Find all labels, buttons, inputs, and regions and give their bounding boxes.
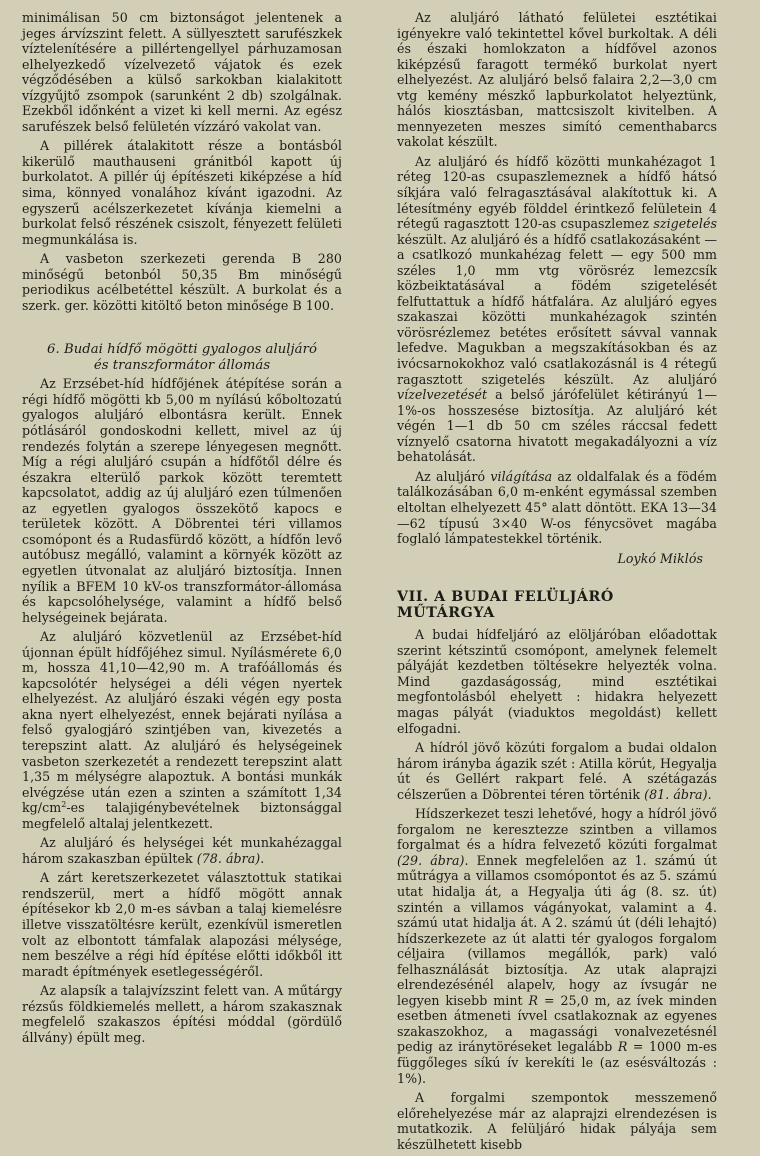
math-variable: R	[617, 1039, 628, 1055]
author-signature: Loykó Miklós	[617, 550, 703, 566]
paragraph: minimálisan 50 cm biztonságot jelentenek a jeges árvízszint felett. A süllyesztett sarufészkek víztelenítésére a pillértengellyel párhuzamosan elhelyezkedő vízelvezető vájatok és ezek végződésében a külső sarkokban kialakitott vízgyűjtő zsompok (sarunként 2 db) szolgálnak. Ezekből időnként a vizet ki kell merni. Az egész sarufészek belső felületén vízzáró vakolat van.	[22, 10, 342, 134]
figure-reference: (29. ábra)	[397, 852, 465, 868]
text: Az aluljáró és hídfő közötti munkahézagot 1 réteg 120-as csupaszlemeznek a hídfő hátsó síkjára való felragasztásával alakítottuk ki. A létesítmény egyéb földdel érintkező felületein 4 rétegű ragasztott 120-as csupaszlemez	[397, 153, 717, 232]
paragraph	[397, 806, 717, 1086]
math-variable: R	[528, 992, 539, 1008]
paragraph	[397, 469, 717, 547]
left-column	[22, 10, 342, 1049]
section-heading-line-1: 6. Budai hídfő mögötti gyalogos aluljáró	[47, 342, 317, 358]
paragraph: Az aluljáró látható felületei esztétikai igényekre való tekintettel kővel burkoltak. A déli és északi homlokzaton a hídfővel azonos kiképzésű faragott termékő burkolat nyert elhelyezést. Az aluljáró belső falaira 2,2—3,0 cm vtg kemény mészkő lapburkolatot helyeztünk, hálós kiosztásban, mattcsiszolt kivitelben. A mennyezeten meszes simító cementhabarcs vakolat készült.	[397, 10, 717, 150]
chapter-heading: VII. A BUDAI FELÜLJÁRÓ MŰTÁRGYA	[397, 589, 614, 621]
paragraph: A forgalmi szempontok messzemenő előrehelyezése már az alaprajzi elrendezésen is mutatkozik. A felüljáró hidak pályája sem készülhetett kisebb	[397, 1090, 717, 1152]
text: Hídszerkezet teszi lehetővé, hogy a hídról jövő forgalom ne keresztezze szintben a villamos forgalmat és a hídra felvezető közúti forgalmat	[397, 806, 717, 853]
text: A hídról jövő közúti forgalom a budai oldalon három irányba ágazik szét : Atilla körút, Hegyalja út és Gellért rakpart felé. A szétágazás célszerűen a Döbrentei téren történik	[397, 740, 717, 802]
text: .	[707, 786, 712, 802]
paragraph: A zárt keretszerkezetet választottuk statikai rendszerül, mert a hídfő mögött annak építésekor kb 2,0 m-es sávban a talaj kiemelésre illetve visszatöltésre került, ezenkívül ismeretlen volt az elbontott támfalak alapozási mélysége, nem beszélve a régi híd építése előtti időkből itt maradt építmények esetlegességéről.	[22, 870, 342, 979]
text: . Ennek megfelelően az 1. számú út műtrágya a villamos csomópontot és az 5. számú utat hidalja át, a Hegyalja úti ág (8. sz. út) szintén a villamos vágányokat, valamint a 4. számú utat hidalja át. A 2. számú út (déli lehajtó) hídszerkezete az út alatti tér gyalogos forgalom céljaira (villamos megállók, park) való felhasználását biztosítja. Az utak alaprajzi elrendezésénél alapelv, hogy az ívsugár ne legyen kisebb mint	[397, 852, 718, 1008]
paragraph: A vasbeton szerkezeti gerenda B 280 minőségű betonból 50,35 Bm minőségű periodikus acélbetéttel készült. A burkolat és a szerk. ger. közötti kitöltő beton minősége B 100.	[22, 251, 342, 313]
text: .	[260, 850, 265, 866]
figure-reference: (78. ábra)	[196, 850, 261, 866]
paragraph: Az alapsík a talajvízszint felett van. A műtárgy rézsűs földkiemelés mellett, a három szakasznak megfelelő szakaszos építési móddal (gördülő állvány) épült meg.	[22, 983, 342, 1045]
paragraph	[397, 740, 717, 802]
text: = 25,0 m, az ívek minden esetben átmeneti ívvel csatlakoznak az egyenes szakaszokhoz, a magassági vonalvezetésnél pedig az iránytöréseket legalább	[397, 992, 717, 1055]
superscript: 2	[61, 799, 67, 809]
text: készült. Az aluljáró és a hídfő csatlakozásaként — a csatlkozó munkahézag felett — egy 500 mm széles 1,0 mm vtg vörösréz lemezcsík közbeiktatásával a födém szigetelését felfuttattuk a hídfő hátfalára. Az aluljáró egyes szakaszai közötti munkahézagok szintén vörösrézlemez betétes erősített sávval vannak lefedve. Magukban a megszakításokban és az ivócsarnokokhoz való csatlakozásnál is 4 rétegű ragasztott szigetelés készült. Az aluljáró	[397, 231, 717, 387]
paragraph: A pillérek átalakitott része a bontásból kikerülő mauthauseni gránitból kapott új burkolatot. A pillér új építészeti kiképzése a híd sima, könnyed vonalához kívánt igazodni. Az egyszerű acélszerkezetet kívánja kiemelni a burkolat felső részének csiszolt, fényezett felületi megmunkálása is.	[22, 138, 342, 247]
text: az oldalfalak és a födém találkozásában 6,0 m-enként egymással szemben eltoltan elhelyezett 45° alatt döntött. EKA 13—34—62 típusú 3×40 W-os fénycsövet magába foglaló lámpatestekkel történik.	[397, 468, 717, 547]
paragraph	[397, 154, 717, 465]
paragraph: Az Erzsébet-híd hídfőjének átépítése során a régi hídfő mögötti kb 5,00 m nyílású kőboltozatú gyalogos aluljáró elbontásra került. Ennek pótlásáról gondoskodni kellett, mivel az új rendezés folytán a szerepe lényegesen megnőtt. Míg a régi aluljáró csupán a hídfőtől délre és északra elterülő parkok között teremtett kapcsolatot, addig az új aluljáró ezen túlmenően az egyetlen gyalogos összekötő kapocs e területek között. A Döbrentei téri villamos csomópont és a Rudasfürdő között, a hídfőn levő autóbusz megálló, valamint a környék között az egyetlen útvonalat az aluljáró biztosítja. Innen nyílik a BFEM 10 kV-os transzformátor-állomása és kapcsolóhelysége, valamint a hídfő belső helységeinek bejárata.	[22, 376, 342, 625]
emphasis: világítása	[490, 468, 553, 484]
text: a belső járófelület kétirányú 1—1%-os hosszesése biztosítja. Az aluljáró két végén 1—1 db 50 cm széles ráccsal fedett víznyelő csatorna hivatott megakadályozni a víz behatolását.	[397, 387, 717, 465]
emphasis: vízelvezetését	[397, 387, 488, 403]
text: Az aluljáró és helységei két munkahézaggal három szakaszban épültek	[22, 835, 342, 866]
right-column	[397, 10, 717, 1156]
paragraph: A budai hídfeljáró az elöljáróban előadottak szerint kétszintű csomópont, amelynek felemelt pályáját kezdetben töltésekre helyezték volna. Mind gazdaságosság, mind esztétikai megfontolásból ehelyett : hidakra helyezett magas pályát (viaduktos megoldást) kellett elfogadni.	[397, 627, 717, 736]
section-heading	[22, 342, 342, 373]
text: -es talajigénybevételnek biztonsággal megfelelő altalaj jelentkezett.	[22, 800, 342, 831]
text: Az aluljáró közvetlenül az Erzsébet-híd újonnan épült hídfőjéhez simul. Nyílásmérete 6,0 m, hossza 41,10—42,90 m. A trafóállomás és kapcsolótér helységei a déli végen nyertek elhelyezést. Az aluljáró északi végén egy posta akna nyert elhelyezést, ennek bejárati nyílása a felső gyalogjáró szintjében van, kivezetés a terepszint alatt. Az aluljáró és helységeinek vasbeton szerkezetét a rendezett terepszint alatt 1,35 m mélységre alapoztuk. A bontási munkák elvégzése után ezen a szinten a számított 1,34 kg/cm	[22, 629, 342, 816]
paragraph	[22, 835, 342, 866]
text: Az aluljáró	[415, 468, 486, 484]
emphasis: szigetelés	[653, 216, 717, 232]
paragraph	[22, 629, 342, 831]
section-heading-line-2: és transzformátor állomás	[93, 357, 271, 373]
text: = 1000 m-es függőleges síkú ív kerekíti le (az esésváltozás : 1%).	[397, 1039, 717, 1086]
figure-reference: (81. ábra)	[644, 786, 708, 802]
